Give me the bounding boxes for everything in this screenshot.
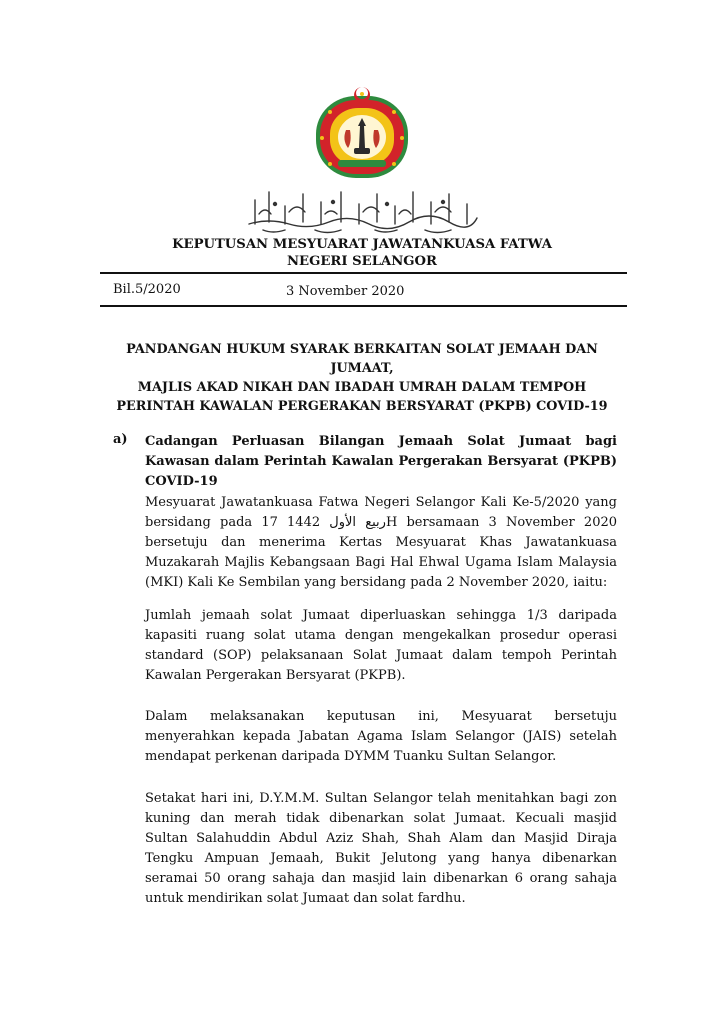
paragraph-4: Setakat hari ini, D.Y.M.M. Sultan Selangor telah menitahkan bagi zon kuning dan merah tidak dibenarkan solat Jumaat. Kecuali masjid Sultan Salahuddin Abdul Aziz Shah, Shah Alam dan Masjid Diraja Tengku Ampuan Jemaah, Bukit Jelutong yang hanya dibenarkan seramai 50 orang sahaja dan masjid lain dibenarkan 6 orang sahaja untuk mendirikan solat Jumaat dan solat fardhu. — [145, 791, 617, 906]
section-letter: a) — [113, 432, 128, 447]
paragraph-3: Dalam melaksanakan keputusan ini, Mesyuarat bersetuju menyerahkan kepada Jabatan Agama Islam Selangor (JAIS) setelah mendapat perkenan daripada DYMM Tuanku Sultan Selangor. — [145, 709, 617, 764]
section-title: Cadangan Perluasan Bilangan Jemaah Solat Jumaat bagi Kawasan dalam Perintah Kawalan Pergerakan Bersyarat (PKPB) COVID-19 — [145, 434, 617, 489]
paragraph-2: Jumlah jemaah solat Jumaat diperluaskan sehingga 1/3 daripada kapasiti ruang solat utama dengan mengekalkan prosedur operasi standard (SOP) pelaksanaan Solat Jumaat dalam tempoh Perintah Kawalan Pergerakan Bersyarat (PKPB). — [145, 608, 617, 683]
main-title — [100, 340, 624, 416]
document-title-line1: KEPUTUSAN MESYUARAT JAWATANKUASA FATWA — [172, 237, 552, 252]
document-title-line2: NEGERI SELANGOR — [287, 254, 437, 269]
bil-number: Bil.5/2020 — [113, 282, 181, 297]
main-title-line2: MAJLIS AKAD NIKAH DAN IBADAH UMRAH DALAM TEMPOH — [137, 380, 587, 395]
document-title — [100, 236, 624, 270]
meeting-date: 3 November 2020 — [286, 284, 405, 299]
top-rule — [100, 272, 627, 274]
paragraph-1-before: Mesyuarat Jawatankuasa Fatwa Negeri Selangor Kali Ke-5/2020 yang bersidang pada 17 1442 — [145, 495, 617, 530]
main-title-line1: PANDANGAN HUKUM SYARAK BERKAITAN SOLAT JEMAAH DAN JUMAAT, — [126, 342, 598, 376]
arabic-calligraphy-header-icon — [245, 184, 481, 236]
paragraph-1-after: H bersamaan 3 November 2020 bersetuju dan menerima Kertas Mesyuarat Khas Jawatankuasa Muzakarah Majlis Kebangsaan Bagi Hal Ehwal Ugama Islam Malaysia (MKI) Kali Ke Sembilan yang bersidang pada 2 November 2020, iaitu: — [145, 515, 618, 590]
main-title-line3: PERINTAH KAWALAN PERGERAKAN BERSYARAT (PKPB) COVID-19 — [116, 399, 608, 414]
paragraph-1-arabic-month: ربيع الأول — [329, 515, 386, 530]
bottom-rule — [100, 305, 627, 307]
paragraph-1 — [145, 493, 617, 593]
jabatan-mufti-crest-icon — [310, 86, 414, 182]
